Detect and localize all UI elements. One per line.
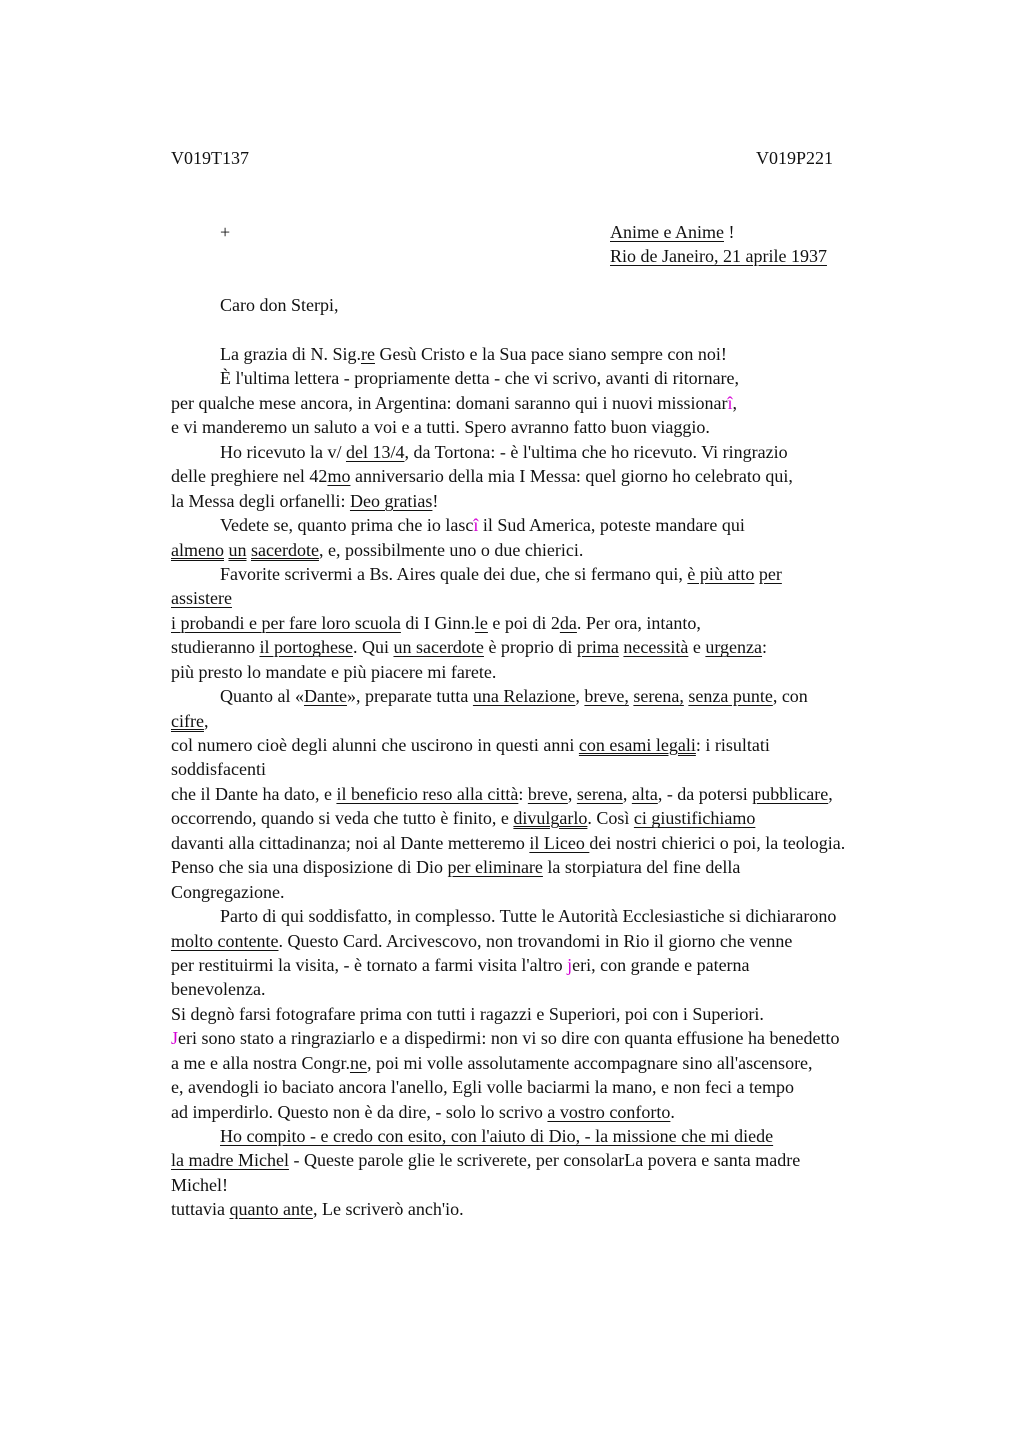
letter-line: [171, 782, 991, 806]
line-text: Parto di qui soddisfatto, in complesso. Tutte le Autorità Ecclesiastiche si dichiararono: [220, 906, 837, 927]
line-text: , poi mi volle assolutamente accompagnare sino all'ascensore,: [366, 1052, 813, 1073]
line-text: ,: [622, 783, 632, 804]
underlined-text: ci giustifichiamo: [633, 808, 756, 829]
line-text: :: [518, 783, 528, 804]
underlined-text: a vostro conforto: [547, 1101, 671, 1122]
underlined-text: assistere: [171, 588, 232, 609]
letter-line: [171, 977, 991, 1001]
motto: [610, 220, 734, 244]
line-text: , Le scriverò anch'io.: [312, 1199, 464, 1220]
line-text: dei nostri chierici o poi, la teologia.: [589, 832, 846, 853]
underlined-text: mo: [327, 466, 351, 487]
letter-line: [171, 635, 991, 659]
letter-line: [171, 709, 991, 733]
underlined-text: per eliminare: [447, 857, 543, 878]
letter-line: [171, 489, 991, 513]
line-text: davanti alla cittadinanza; noi al Dante metteremo: [171, 832, 530, 853]
underlined-text: è più atto: [687, 563, 755, 584]
underlined-text: Deo gratias: [349, 490, 433, 511]
underlined-text: breve,: [584, 686, 629, 707]
underlined-text: il portoghese: [259, 637, 353, 658]
highlighted-char: î: [727, 392, 733, 413]
underlined-text: la madre Michel: [171, 1150, 289, 1171]
line-text: anniversario della mia I Messa: quel giorno ho celebrato qui,: [350, 466, 793, 487]
underlined-text: un sacerdote: [393, 637, 484, 658]
underlined-text: una Relazione: [472, 686, 576, 707]
doc-code-right: V019P221: [756, 148, 834, 168]
line-text: ,: [828, 783, 833, 804]
letter-line: [171, 1075, 991, 1099]
letter-line: [171, 538, 991, 562]
letter-line: [171, 684, 991, 708]
line-text: e vi manderemo un saluto a voi e a tutti. Spero avranno fatto buon viaggio.: [171, 417, 710, 438]
letter-line: [171, 1002, 991, 1026]
line-text: . Qui: [352, 637, 394, 658]
letter-line: [171, 1148, 991, 1172]
line-text: soddisfacenti: [171, 759, 266, 780]
letter-line: [171, 831, 991, 855]
underlined-text: il Liceo: [529, 832, 590, 853]
line-text: », preparate tutta: [346, 686, 473, 707]
underlined-text: molto contente: [171, 930, 279, 951]
line-text: Michel!: [171, 1174, 228, 1195]
underlined-text: breve: [527, 783, 568, 804]
line-text: e: [688, 637, 706, 658]
line-text: tuttavia: [171, 1199, 230, 1220]
line-text: delle preghiere nel 42: [171, 466, 328, 487]
doc-code-left: V019T137: [171, 148, 249, 168]
letter-line: [171, 1100, 991, 1124]
motto-text: Anime e Anime: [610, 222, 724, 242]
line-text: :: [762, 637, 768, 658]
underlined-text: con esami legali: [578, 735, 696, 755]
letter-line: [171, 1026, 991, 1050]
letter-line: [171, 440, 991, 464]
letter-line: [171, 953, 991, 977]
underlined-text: almeno: [171, 539, 224, 560]
highlighted-char: j: [567, 954, 573, 975]
underlined-text: senza punte: [688, 686, 773, 707]
underlined-text: prima: [576, 637, 619, 658]
line-text: ,: [732, 392, 738, 413]
underlined-text: cifre: [171, 710, 204, 731]
line-text: per qualche mese ancora, in Argentina: domani saranno qui i nuovi missionar: [171, 392, 728, 413]
underlined-text: pubblicare: [752, 783, 829, 804]
letter-body: [171, 342, 991, 1222]
underlined-text: da: [559, 612, 577, 633]
place-date: [610, 244, 827, 268]
underlined-text: per: [758, 563, 782, 584]
letter-line: [171, 806, 991, 830]
letter-line: [171, 586, 991, 610]
line-text: eri, con grande e paterna: [572, 954, 750, 975]
underlined-text: divulgarlo: [513, 808, 588, 829]
line-text: Vedete se, quanto prima che io lasc: [220, 515, 474, 536]
underlined-text: ne: [349, 1052, 367, 1073]
letter-line: [171, 733, 991, 757]
line-text: , - da potersi: [657, 783, 753, 804]
salutation: Caro don Sterpi,: [220, 295, 339, 315]
line-text: ,: [203, 710, 209, 731]
underlined-text: alta: [631, 783, 658, 804]
line-text: La grazia di N. Sig.: [220, 344, 361, 364]
letter-line: [171, 929, 991, 953]
line-text: eri sono stato a ringraziarlo e a dispedirmi: non vi so dire con quanta effusione ha benedetto: [178, 1028, 840, 1049]
letter-line: [171, 660, 991, 684]
line-text: a me e alla nostra Congr.: [171, 1052, 350, 1073]
underlined-text: sacerdote: [250, 539, 319, 560]
line-text: Favorite scrivermi a Bs. Aires quale dei due, che si fermano qui,: [220, 563, 688, 584]
line-text: più presto lo mandate e più piacere mi farete.: [171, 661, 497, 682]
letter-line: [171, 342, 991, 366]
line-text: il Sud America, poteste mandare qui: [478, 515, 745, 536]
letter-line: [171, 1051, 991, 1075]
letter-line: [171, 1173, 991, 1197]
line-text: benevolenza.: [171, 979, 266, 1000]
letter-line: [171, 366, 991, 390]
line-text: , con: [772, 686, 808, 707]
letter-line: [171, 757, 991, 781]
cross-mark: +: [220, 222, 231, 242]
line-text: . Per ora, intanto,: [576, 612, 701, 633]
letter-line: [171, 415, 991, 439]
line-text: ad imperdirlo. Questo non è da dire, - solo lo scrivo: [171, 1101, 548, 1122]
letter-line: [171, 611, 991, 635]
underlined-text: i probandi e per fare loro scuola: [171, 612, 401, 633]
underlined-text: necessità: [623, 637, 689, 658]
line-text: , e, possibilmente uno o due chierici.: [318, 539, 584, 560]
underlined-text: urgenza: [705, 637, 763, 658]
highlighted-char: J: [171, 1028, 179, 1049]
underlined-text: un: [228, 539, 247, 560]
letter-line: [171, 513, 991, 537]
line-text: Ho ricevuto la v/: [220, 441, 346, 462]
letter-line: [171, 562, 991, 586]
line-text: la storpiatura del fine della: [542, 857, 741, 878]
line-text: e, avendogli io baciato ancora l'anello, Egli volle baciarmi la mano, e non feci a tempo: [171, 1077, 795, 1098]
line-text: col numero cioè degli alunni che uscirono in questi anni: [171, 735, 579, 755]
letter-line: [171, 391, 991, 415]
line-text: studieranno: [171, 637, 260, 658]
line-text: occorrendo, quando si veda che tutto è finito, e: [171, 808, 514, 829]
letter-line: [171, 855, 991, 879]
underlined-text: Ho compito - e credo con esito, con l'aiuto di Dio, - la missione che mi diede: [220, 1126, 774, 1146]
line-text: . Così: [587, 808, 634, 829]
line-text: che il Dante ha dato, e: [171, 783, 337, 804]
place-date-text: Rio de Janeiro, 21 aprile 1937: [610, 246, 827, 266]
letter-line: [171, 464, 991, 488]
line-text: e poi di 2: [487, 612, 560, 633]
line-text: Congregazione.: [171, 881, 285, 902]
line-text: per restituirmi la visita, - è tornato a farmi visita l'altro: [171, 954, 568, 975]
line-text: di I Ginn.: [400, 612, 475, 633]
letter-line: [171, 880, 991, 904]
motto-mark: !: [723, 222, 735, 242]
line-text: . Questo Card. Arcivescovo, non trovandomi in Rio il giorno che venne: [278, 930, 793, 951]
line-text: - Queste parole glie le scriverete, per consolarLa povera e santa madre: [288, 1150, 801, 1171]
underlined-text: serena: [576, 783, 623, 804]
line-text: ,: [567, 783, 577, 804]
line-text: : i risultati: [695, 735, 770, 755]
highlighted-char: î: [473, 515, 479, 536]
letter-line: [171, 1124, 991, 1148]
line-text: è proprio di: [483, 637, 577, 658]
underlined-text: serena,: [633, 686, 684, 707]
underlined-text: del 13/4: [345, 441, 405, 462]
line-text: !: [432, 490, 439, 511]
line-text: , da Tortona: - è l'ultima che ho ricevuto. Vi ringrazio: [404, 441, 788, 462]
line-text: Gesù Cristo e la Sua pace siano sempre con noi!: [374, 344, 727, 364]
line-text: la Messa degli orfanelli:: [171, 490, 350, 511]
underlined-text: quanto ante: [229, 1199, 313, 1220]
letter-line: [171, 1197, 991, 1221]
underlined-text: le: [474, 612, 488, 633]
line-text: ,: [575, 686, 585, 707]
line-text: Penso che sia una disposizione di Dio: [171, 857, 448, 878]
line-text: Quanto al «: [220, 686, 304, 707]
underlined-text: Dante: [303, 686, 347, 707]
line-text: .: [670, 1101, 675, 1122]
line-text: Si degnò farsi fotografare prima con tutti i ragazzi e Superiori, poi con i Superiori.: [171, 1003, 764, 1024]
underlined-text: il beneficio reso alla città: [336, 783, 519, 804]
line-text: È l'ultima lettera - propriamente detta - che vi scrivo, avanti di ritornare,: [220, 368, 740, 389]
underlined-text: re: [360, 344, 375, 364]
letter-line: [171, 904, 991, 928]
